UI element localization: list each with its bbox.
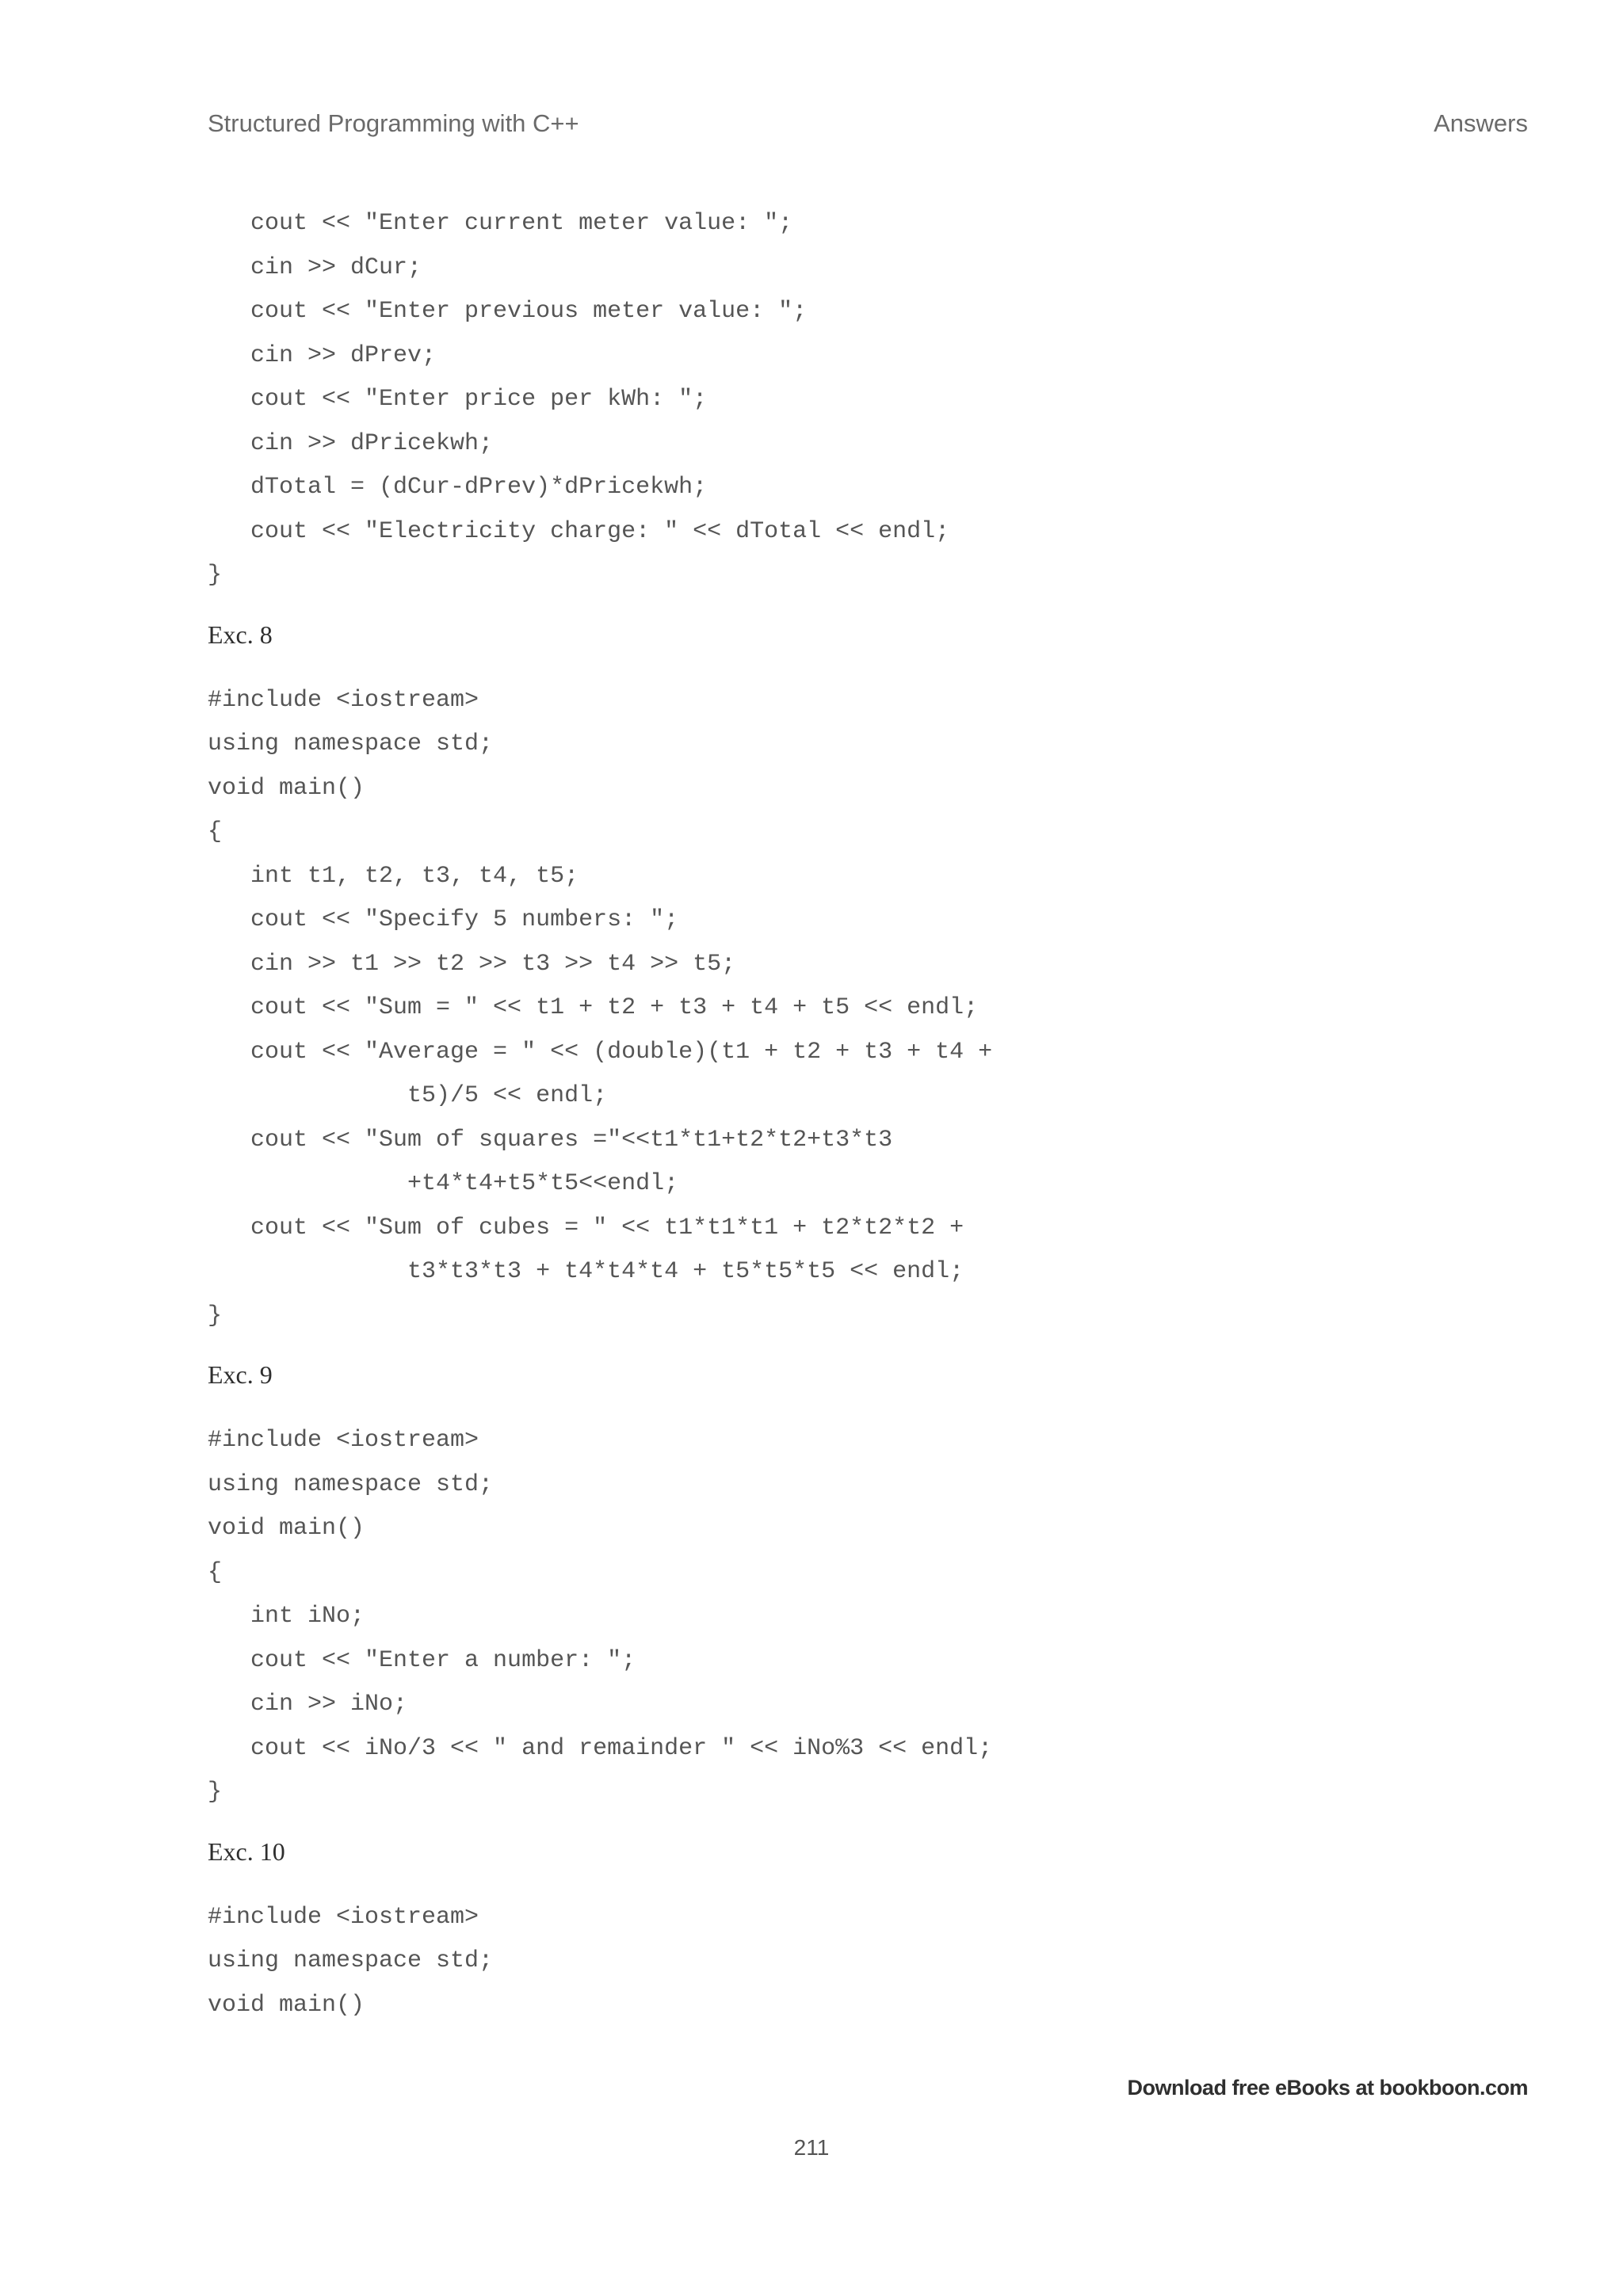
- code-line: }: [208, 1302, 223, 1329]
- running-header: [208, 109, 1528, 144]
- code-line: cout << "Sum = " << t1 + t2 + t3 + t4 + t5 << endl;: [208, 994, 979, 1021]
- code-block: [208, 1419, 1539, 1815]
- code-line: }: [208, 562, 223, 589]
- code-line: void main(): [208, 774, 365, 802]
- code-line: using namespace std;: [208, 1470, 494, 1498]
- code-line: cin >> dPrev;: [208, 341, 437, 369]
- code-line: t5)/5 << endl;: [208, 1082, 608, 1109]
- code-line: t3*t3*t3 + t4*t4*t4 + t5*t5*t5 << endl;: [208, 1258, 964, 1285]
- book-title: Structured Programming with C++: [208, 109, 579, 137]
- code-line: cout << "Enter a number: ";: [208, 1646, 636, 1674]
- exercise-heading: Exc. 9: [208, 1360, 273, 1389]
- code-line: {: [208, 1558, 223, 1586]
- code-line: int t1, t2, t3, t4, t5;: [208, 862, 579, 890]
- code-line: cout << iNo/3 << " and remainder " << iNo%3 << endl;: [208, 1734, 993, 1762]
- code-line: void main(): [208, 1991, 365, 2019]
- code-line: #include <iostream>: [208, 686, 479, 714]
- code-line: cout << "Specify 5 numbers: ";: [208, 906, 679, 933]
- code-line: cout << "Enter current meter value: ";: [208, 210, 793, 237]
- chapter-title: Answers: [1434, 109, 1528, 137]
- code-line: cout << "Enter price per kWh: ";: [208, 386, 708, 413]
- code-line: cout << "Electricity charge: " << dTotal << endl;: [208, 517, 950, 545]
- exercise-heading: Exc. 10: [208, 1836, 285, 1866]
- code-line: #include <iostream>: [208, 1427, 479, 1454]
- code-block: [208, 679, 1539, 1339]
- exercise-heading: Exc. 8: [208, 620, 273, 649]
- code-line: cin >> dCur;: [208, 254, 422, 281]
- code-line: cout << "Enter previous meter value: ";: [208, 298, 808, 325]
- code-line: cout << "Average = " << (double)(t1 + t2 + t3 + t4 +: [208, 1038, 993, 1066]
- code-line: cout << "Sum of cubes = " << t1*t1*t1 + t2*t2*t2 +: [208, 1214, 964, 1241]
- code-line: cin >> iNo;: [208, 1691, 408, 1718]
- code-line: cin >> dPricekwh;: [208, 429, 494, 457]
- code-line: {: [208, 818, 223, 845]
- code-line: dTotal = (dCur-dPrev)*dPricekwh;: [208, 474, 708, 501]
- code-line: using namespace std;: [208, 1947, 494, 1974]
- code-line: using namespace std;: [208, 730, 494, 757]
- code-line: cout << "Sum of squares ="<<t1*t1+t2*t2+t3*t3: [208, 1126, 893, 1154]
- code-line: cin >> t1 >> t2 >> t3 >> t4 >> t5;: [208, 950, 736, 978]
- code-block: [208, 1896, 1539, 2028]
- code-line: void main(): [208, 1515, 365, 1542]
- page-number: 211: [793, 2135, 830, 2160]
- code-line: +t4*t4+t5*t5<<endl;: [208, 1170, 679, 1197]
- page-content: [208, 202, 1539, 2027]
- code-block: [208, 202, 1539, 598]
- code-line: int iNo;: [208, 1603, 365, 1630]
- bookboon-download-link[interactable]: Download free eBooks at bookboon.com: [1127, 2076, 1528, 2100]
- code-line: #include <iostream>: [208, 1903, 479, 1931]
- code-line: }: [208, 1779, 223, 1806]
